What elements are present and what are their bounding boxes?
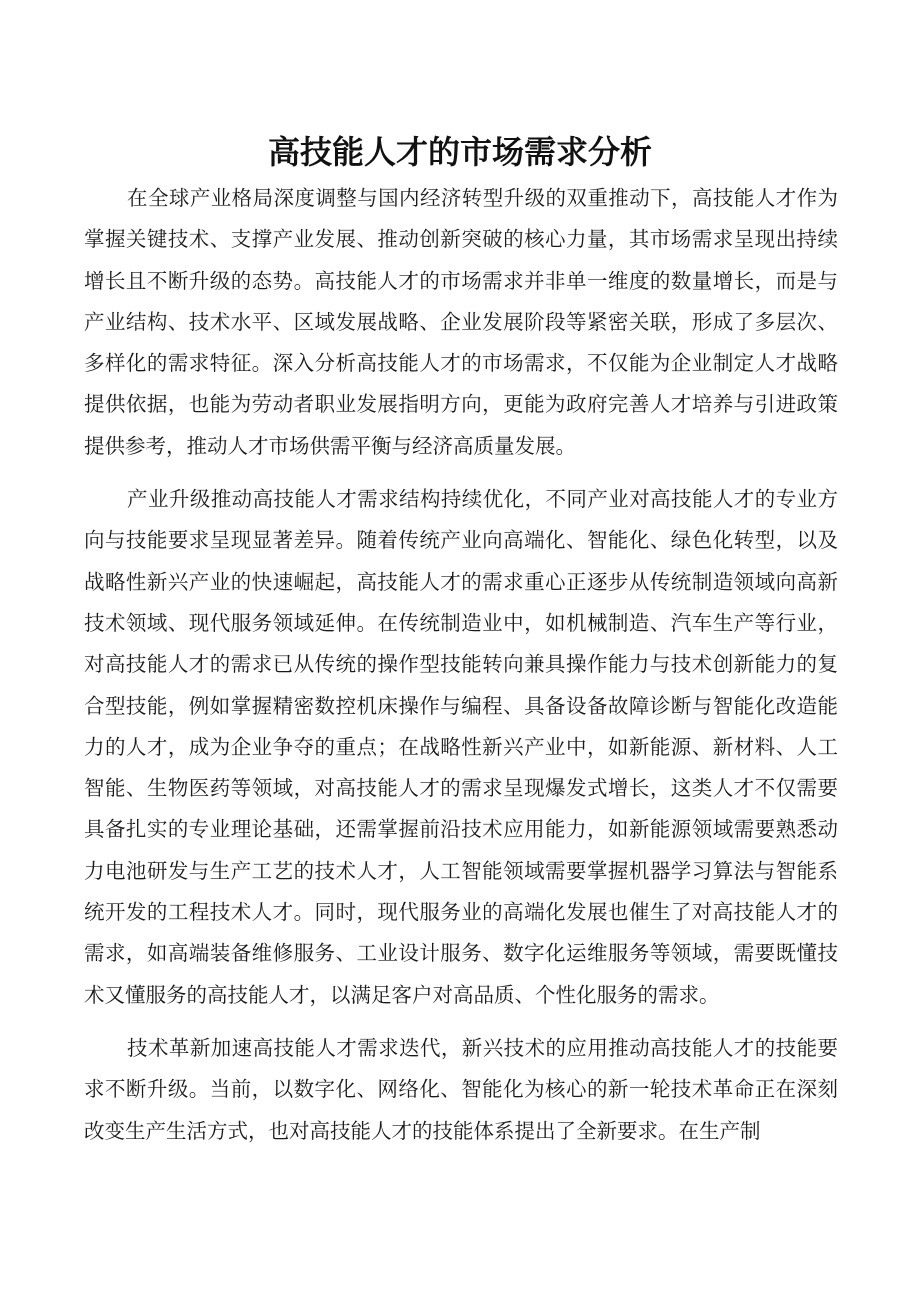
document-title: 高技能人才的市场需求分析 <box>267 133 652 171</box>
document-body <box>84 178 838 1164</box>
paragraph-3: 技术革新加速高技能人才需求迭代，新兴技术的应用推动高技能人才的技能要求不断升级。当前，以数字化、网络化、智能化为核心的新一轮技术革命正在深刻改变生产生活方式，也对高技能人才的技能体系提出了全新要求。在生产制 <box>84 1035 838 1143</box>
paragraph-1: 在全球产业格局深度调整与国内经济转型升级的双重推动下，高技能人才作为掌握关键技术、支撑产业发展、推动创新突破的核心力量，其市场需求呈现出持续增长且不断升级的态势。高技能人才的市场需求并非单一维度的数量增长，而是与产业结构、技术水平、区域发展战略、企业发展阶段等紧密关联，形成了多层次、多样化的需求特征。深入分析高技能人才的市场需求，不仅能为企业制定人才战略提供依据，也能为劳动者职业发展指明方向，更能为政府完善人才培养与引进政策提供参考，推动人才市场供需平衡与经济高质量发展。 <box>84 186 838 458</box>
paragraph-2: 产业升级推动高技能人才需求结构持续优化，不同产业对高技能人才的专业方向与技能要求呈现显著差异。随着传统产业向高端化、智能化、绿色化转型，以及战略性新兴产业的快速崛起，高技能人才的需求重心正逐步从传统制造领域向高新技术领域、现代服务领域延伸。在传统制造业中，如机械制造、汽车生产等行业，对高技能人才的需求已从传统的操作型技能转向兼具操作能力与技术创新能力的复合型技能，例如掌握精密数控机床操作与编程、具备设备故障诊断与智能化改造能力的人才，成为企业争夺的重点；在战略性新兴产业中，如新能源、新材料、人工智能、生物医药等领域，对高技能人才的需求呈现爆发式增长，这类人才不仅需要具备扎实的专业理论基础，还需掌握前沿技术应用能力，如新能源领域需要熟悉动力电池研发与生产工艺的技术人才，人工智能领域需要掌握机器学习算法与智能系统开发的工程技术人才。同时，现代服务业的高端化发展也催生了对高技能人才的需求，如高端装备维修服务、工业设计服务、数字化运维服务等领域，需要既懂技术又懂服务的高技能人才，以满足客户对高品质、个性化服务的需求。 <box>84 487 838 1007</box>
